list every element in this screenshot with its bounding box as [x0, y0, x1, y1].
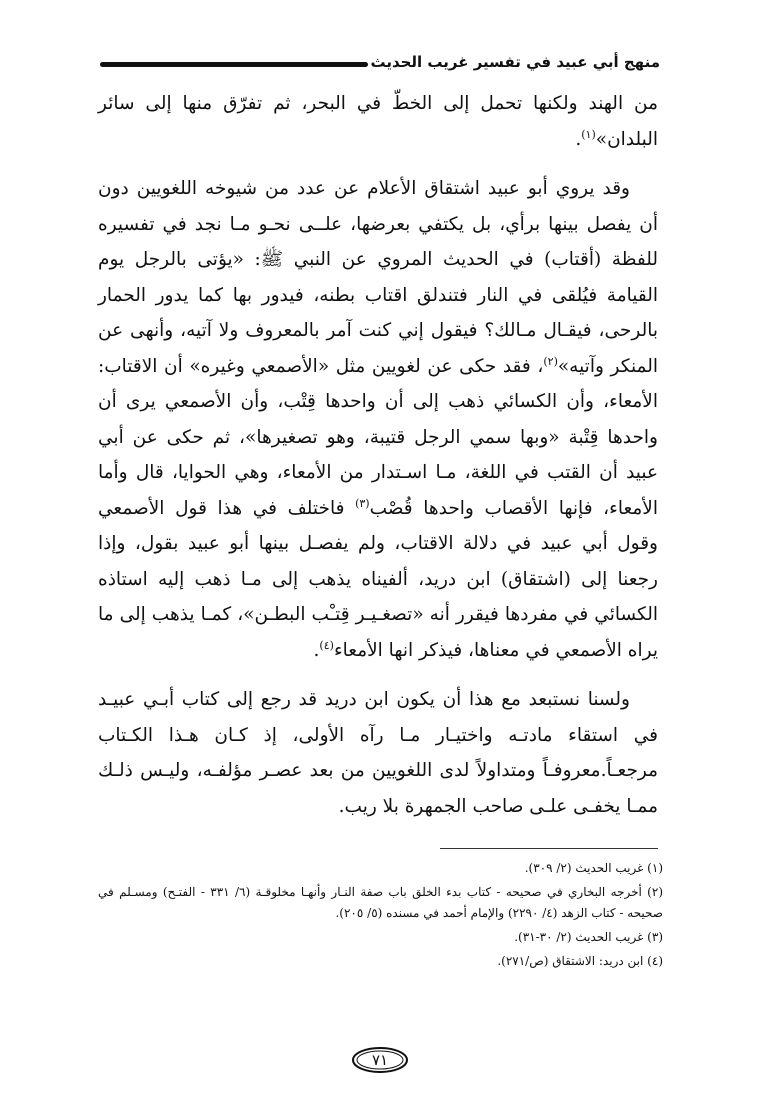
footnote-ref-4: (٤) [319, 638, 334, 652]
footnote-1: (١) غريب الحديث (٢/ ٣٠٩). [524, 861, 663, 875]
footnote-ref-2: (٢) [543, 354, 558, 368]
paragraph-1-end: . [575, 128, 582, 150]
footnotes [98, 858, 663, 975]
footnote-separator [440, 848, 658, 849]
footnote-ref-1: (١) [581, 127, 596, 141]
page-number: ٧١ [371, 1051, 389, 1069]
footnote-ref-3: (٣) [355, 496, 370, 510]
header-rule [100, 62, 368, 67]
footnote-2: (٢) أخرجه البخاري في صحيحه - كتاب بدء الخلق باب صفة النـار وأنهـا مخلوقـة (٦/ ٣٣١ - الفتـح) ومسـلم في صحيحه - كتاب الزهد (٤/ ٢٢٩٠) والإمام أحمد في مسنده (٥/ ٢٠٥). [98, 885, 664, 920]
paragraph-2-end: . [313, 639, 320, 661]
main-text [98, 86, 658, 824]
paragraph-2 [98, 171, 658, 668]
paragraph-2-text-b: ، فقد حكى عن لغويين مثل «الأصمعي وغيره» أن الاقتاب: الأمعاء، وأن الكسائي ذهب إلى أن واحدها قِتْب، وأن الأصمعي يرى أن واحدها قِتْبة «وبها سمي الرجل قتيبة، وهو تصغيرها»، ثم حكى عن أبي عبيد أن القتب في اللغة، مـا اسـتدار من الأمعاء، وهي الحوايا، قال وأما الأمعاء، فإنها الأقصاب واحدها قُصْب [98, 355, 658, 519]
page-number-frame [350, 1045, 410, 1075]
paragraph-1-text: من الهند ولكنها تحمل إلى الخطّ في البحر، ثم تفرّق منها إلى سائر البلدان» [98, 93, 658, 150]
paragraph-1 [98, 86, 658, 157]
footnote-4: (٤) ابن دريد: الاشتقاق (ص/٢٧١). [497, 954, 663, 968]
paragraph-2-text-c: فاختلف في هذا قول الأصمعي وقول أبي عبيد في دلالة الاقتاب، ولم يفصـل بينها أبو عبيد بقول، وإذا رجعنا إلى (اشتقاق) ابن دريد، ألفيناه يذهب إلى مـا ذهب إليه استاذه الكسائي في مفردها فيقرر أنه «تصغـيـر قِتـْب البطـن»، كمـا يذهب إلى ما يراه الأصمعي في معناها، فيذكر انها الأمعاء [98, 497, 658, 661]
footnote-3: (٣) غريب الحديث (٢/ ٣٠-٣١). [514, 930, 663, 944]
header-title: منهج أبي عبيد في تفسير غريب الحديث [370, 53, 660, 71]
running-header [100, 50, 660, 80]
paragraph-2-text-a: وقد يروي أبو عبيد اشتقاق الأعلام عن عدد من شيوخه اللغويين دون أن يفصل بينها برأي، بل يكتفي بعرضها، علــى نحـو مـا نجد في تفسيره للفظة (أقتاب) في الحديث المروي عن النبي ﷺ: «يؤتى بالرجل يوم القيامة فيُلقى في النار فتندلق اقتاب بطنه، فيدور بها كما يدور الحمار بالرحى، فيقـال مـالك؟ فيقول إني كنت آمر بالمعروف ولا آتيه، وأنهى عن المنكر وآتيه» [98, 178, 658, 377]
paragraph-3: ولسنا نستبعد مع هذا أن يكون ابن دريد قد رجع إلى كتاب أبـي عبيـد في استقاء مادتـه واختيـار مـا رآه الأولى، إذ كـان هـذا الكـتاب مرجعـاً.معروفـاً ومتداولاً لدى اللغويين من بعد عصـر مؤلفـه، وليـس ذلـك ممـا يخفـى علـى صاحب الجمهرة بلا ريب. [98, 689, 658, 817]
